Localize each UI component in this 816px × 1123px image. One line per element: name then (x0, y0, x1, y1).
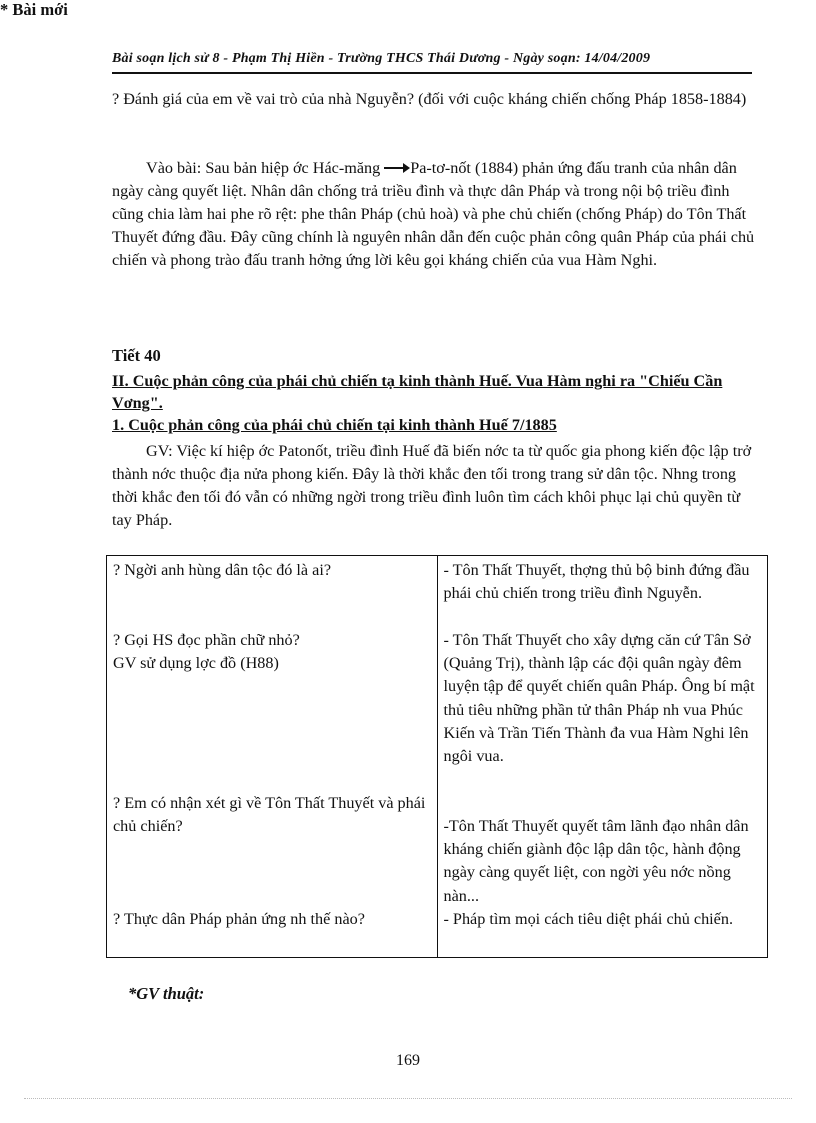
answer-2: - Tôn Thất Thuyết cho xây dựng căn cứ Tân Sở (Quảng Trị), thành lập các đội quân ngày đêm luyện tập để quyết chiến quân Pháp. Ông bí mật thủ tiêu những phần tử thân Pháp nh vua Phúc Kiến và Trần Tiến Thành đa vua Hàm Nghi lên ngôi vua. (443, 631, 755, 766)
section-title: II. Cuộc phản công của phái chủ chiến tạ kinh thành Huế. Vua Hàm nghi ra "Chiếu Cần Vơng". (112, 372, 723, 412)
teacher-paragraph: GV: Việc kí hiệp ớc Patonốt, triều đình Huế đã biến nớc ta từ quốc gia phong kiến độc lập trở thành nớc thuộc địa nửa phong kiến. Đây là thời khắc đen tối trong trang sử dân tộc. Nhng trong thời khắc đen tối đó vẫn có những ngời trong triều đình luôn tìm cách khôi phục lại chủ quyền từ tay Pháp. (112, 442, 752, 529)
footer-divider (24, 1098, 792, 1099)
question-3: GV sử dụng lợc đồ (H88) (113, 654, 279, 672)
question-1: ? Ngời anh hùng dân tộc đó là ai? (113, 561, 332, 579)
answer-3: -Tôn Thất Thuyết quyết tâm lãnh đạo nhân dân kháng chiến giành độc lập dân tộc, hành động ngày càng quyết liệt, con ngời yêu nớc nồng nàn... (443, 817, 749, 905)
gv-thuat-label: *GV thuật: (128, 984, 205, 1003)
intro-text-rest: Pa-tơ-nốt (1884) phản ứng đấu tranh của nhân dân ngày càng quyết liệt. Nhân dân chống trả triều đình và thực dân Pháp và trong nội bộ triều đình cũng chia làm hai phe rõ rệt: phe thân Pháp (chủ hoà) và phe chủ chiến (chống Pháp) do Tôn Thất Thuyết đứng đầu. Đây cũng chính là nguyên nhân dẫn đến cuộc phản công quân Pháp của phái chủ chiến và phong trào đấu tranh hởng ứng lời kêu gọi kháng chiến của vua Hàm Nghi. (112, 159, 755, 269)
table-row (107, 556, 768, 958)
period-heading: Tiết 40 (112, 346, 161, 365)
qa-table (106, 555, 768, 958)
answer-4: - Pháp tìm mọi cách tiêu diệt phái chủ chiến. (443, 910, 733, 928)
page-header (112, 50, 752, 74)
header-text: Bài soạn lịch sử 8 - Phạm Thị Hiền - Trường THCS Thái Dương - Ngày soạn: 14/04/2009 (112, 51, 651, 66)
answers-column (437, 556, 768, 958)
intro-paragraph (112, 157, 762, 272)
new-lesson-heading: * Bài mới (0, 0, 68, 19)
questions-column (107, 556, 438, 958)
question-4: ? Em có nhận xét gì về Tôn Thất Thuyết và phái chủ chiến? (113, 794, 426, 836)
page-number: 169 (396, 1052, 420, 1069)
subsection-title: 1. Cuộc phản công của phái chủ chiến tại kinh thành Huế 7/1885 (112, 416, 557, 434)
intro-text-start: Vào bài: Sau bản hiệp ớc Hác-măng (146, 159, 381, 177)
answer-1: - Tôn Thất Thuyết, thợng thủ bộ binh đứng đầu phái chủ chiến trong triều đình Nguyễn. (443, 561, 750, 603)
arrow-icon (384, 167, 408, 169)
question-2: ? Gọi HS đọc phần chữ nhỏ? (113, 631, 300, 649)
question-5: ? Thực dân Pháp phản ứng nh thế nào? (113, 910, 365, 928)
intro-question: ? Đánh giá của em về vai trò của nhà Nguyễn? (đối với cuộc kháng chiến chống Pháp 1858-1884) (112, 90, 747, 108)
